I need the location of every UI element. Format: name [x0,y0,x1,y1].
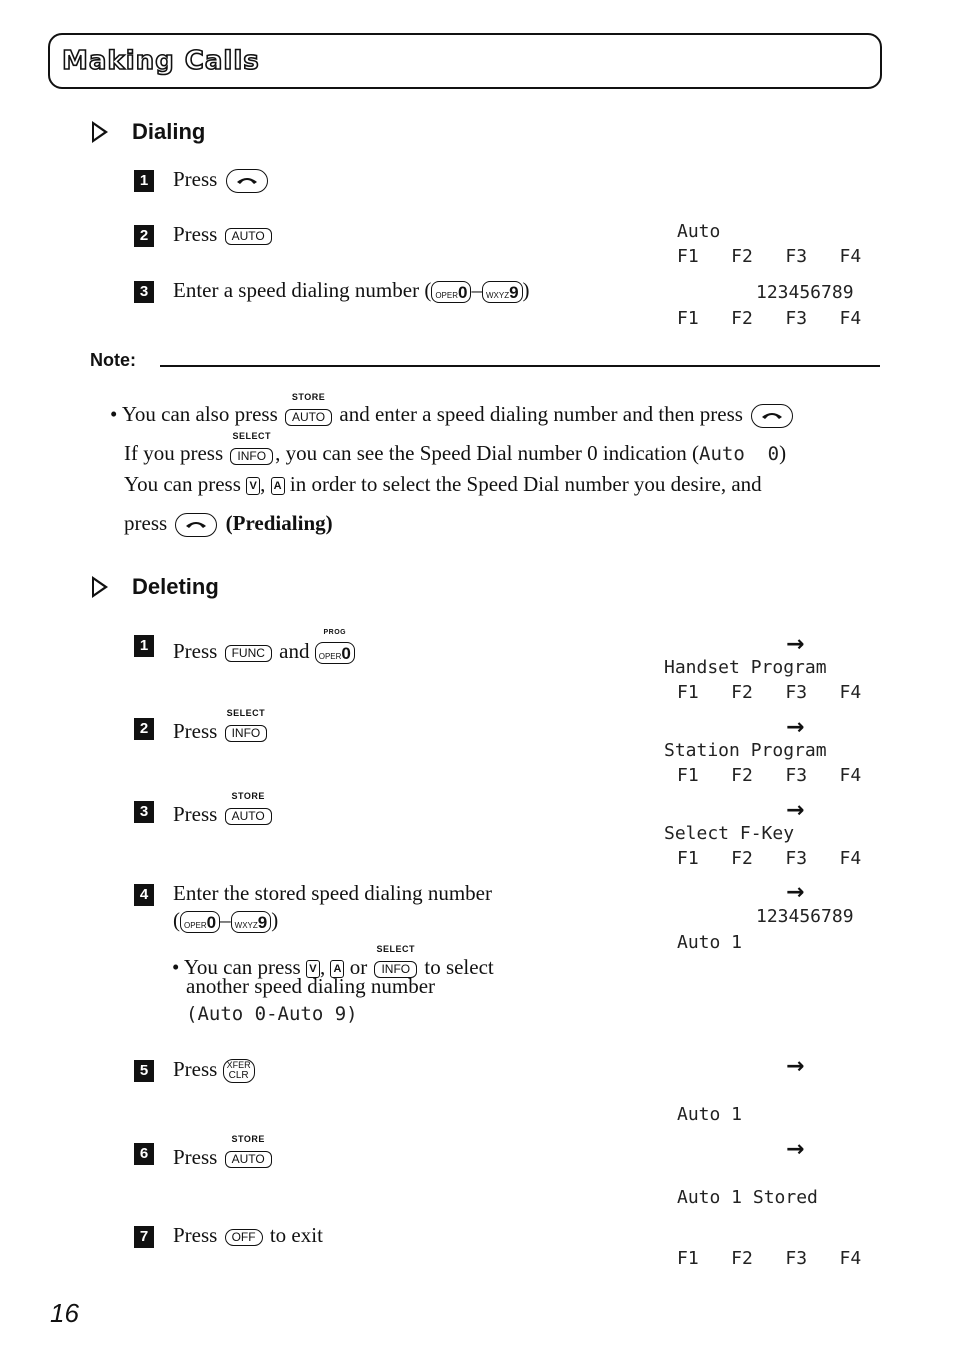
arrow-icon: → [786,880,805,905]
step-text [173,221,274,247]
step-label: and [279,639,310,664]
note-text: • You can also press [110,401,278,426]
off-key: OFF [225,1229,263,1246]
step-number: 6 [134,1143,154,1165]
note-text: You can press [124,472,241,496]
step-text [173,1222,323,1248]
down-key-icon: V [246,477,260,495]
display-line: Select F-Key [664,823,795,844]
triangle-bullet-icon [92,121,108,143]
bullet-mono: (Auto 0-Auto 9) [186,1003,358,1025]
step-label: Press [173,802,218,826]
up-key-icon: A [271,477,285,495]
select-info-key: SELECT INFO [223,708,270,744]
oper-0-key: OPER0 [180,911,220,933]
step-text [173,708,269,744]
select-info-key: SELECT INFO [228,431,275,467]
dash: – [471,278,482,302]
display-line: F1 F2 F3 F4 [677,682,862,703]
note-line [124,510,333,537]
step-text [173,166,271,193]
step-number: 2 [134,718,154,740]
display-line: Auto 1 Stored [677,1187,818,1208]
talk-key [175,513,217,537]
step-number: 1 [134,170,154,192]
display-line: F1 F2 F3 F4 [677,765,862,786]
step-label: Enter a speed dialing number ( [173,278,432,302]
note-text: and enter a speed dialing number and then press [339,401,743,426]
dash: – [220,908,231,932]
note-line [124,431,786,467]
close-paren: ) [271,908,279,932]
up-key-icon: A [330,960,344,978]
func-key: FUNC [225,645,272,662]
step-label: Press [173,639,218,664]
triangle-bullet-icon [92,576,108,598]
display-line: Auto 1 [677,1104,743,1125]
display-line: Station Program [664,740,827,761]
note-label: Note: [90,350,136,370]
bullet-line: • You can press V , A or SELECT INFO to select [172,944,494,979]
step-text [173,277,530,303]
step-text [173,1056,255,1083]
arrow-icon: → [786,632,805,657]
display-line: Auto 1 [677,932,743,953]
section-heading-dialing: Dialing [132,119,206,144]
arrow-icon: → [786,1054,805,1079]
page-number: 16 [50,1298,79,1328]
display-line: Handset Program [664,657,827,678]
display-line: F1 F2 F3 F4 [677,246,862,267]
display-line: Auto [677,221,721,242]
store-auto-key: STORE AUTO [283,392,334,428]
note-text: in order to select the Speed Dial number you desire, and [289,472,762,496]
step-number: 3 [134,801,154,823]
note-line: You can press V , A in order to select the Speed Dial number you desire, and [124,472,762,496]
step-text [173,1134,274,1170]
close-paren: ) [522,278,530,302]
arrow-icon: → [786,798,805,823]
bullet-line: another speed dialing number [186,974,436,998]
note-emphasis: (Predialing) [225,511,333,535]
note-text: ) [779,441,787,465]
step-label: to exit [269,1223,323,1247]
page-title: Making Calls [62,46,260,76]
step-number: 1 [134,635,154,657]
talk-key [751,404,793,428]
note-divider [160,365,880,367]
note-text: If you press [124,441,224,465]
store-auto-key: STORE AUTO [223,1134,274,1170]
step-text [173,907,278,933]
wxyz-9-key: WXYZ9 [231,911,272,933]
step-label: Press [173,719,218,743]
bullet-text: or [349,955,368,979]
note-text: press [124,511,168,535]
handset-icon [236,176,258,185]
arrow-icon: → [786,715,805,740]
display-line: F1 F2 F3 F4 [677,308,862,329]
store-auto-key: STORE AUTO [223,791,274,827]
step-label: Press [173,222,218,246]
open-paren: ( [173,908,180,932]
display-line: 123456789 [756,282,854,303]
talk-key [226,169,268,193]
step-label: Press [173,1223,218,1247]
step-label: Press [173,1057,218,1081]
step-number: 5 [134,1060,154,1082]
step-text [173,628,355,664]
handset-icon [761,411,783,420]
bullet-text: • You can press [172,955,301,979]
step-label: Press [173,1145,218,1169]
note-line [110,392,796,428]
bullet-text: to select [424,955,494,979]
wxyz-9-key: WXYZ9 [482,281,523,303]
prog-0-key: PROG OPER0 [315,628,355,664]
handset-icon [185,520,207,529]
section-heading-deleting: Deleting [132,574,219,599]
xfer-clr-key: XFER CLR [223,1059,255,1083]
display-line: F1 F2 F3 F4 [677,1248,862,1269]
display-line: 123456789 [756,906,854,927]
step-number: 7 [134,1226,154,1248]
step-number: 4 [134,884,154,906]
down-key-icon: V [306,960,320,978]
step-number: 3 [134,281,154,303]
select-info-key: SELECT INFO [372,944,419,980]
step-text: Enter the stored speed dialing number [173,881,492,905]
display-line: F1 F2 F3 F4 [677,848,862,869]
note-text: , you can see the Speed Dial number 0 indication ( [275,441,700,465]
auto-key: AUTO [225,228,272,245]
step-text [173,791,274,827]
note-mono: Auto 0 [699,443,780,465]
arrow-icon: → [786,1137,805,1162]
oper-0-key: OPER0 [431,281,471,303]
step-label: Press [173,167,218,191]
step-number: 2 [134,225,154,247]
